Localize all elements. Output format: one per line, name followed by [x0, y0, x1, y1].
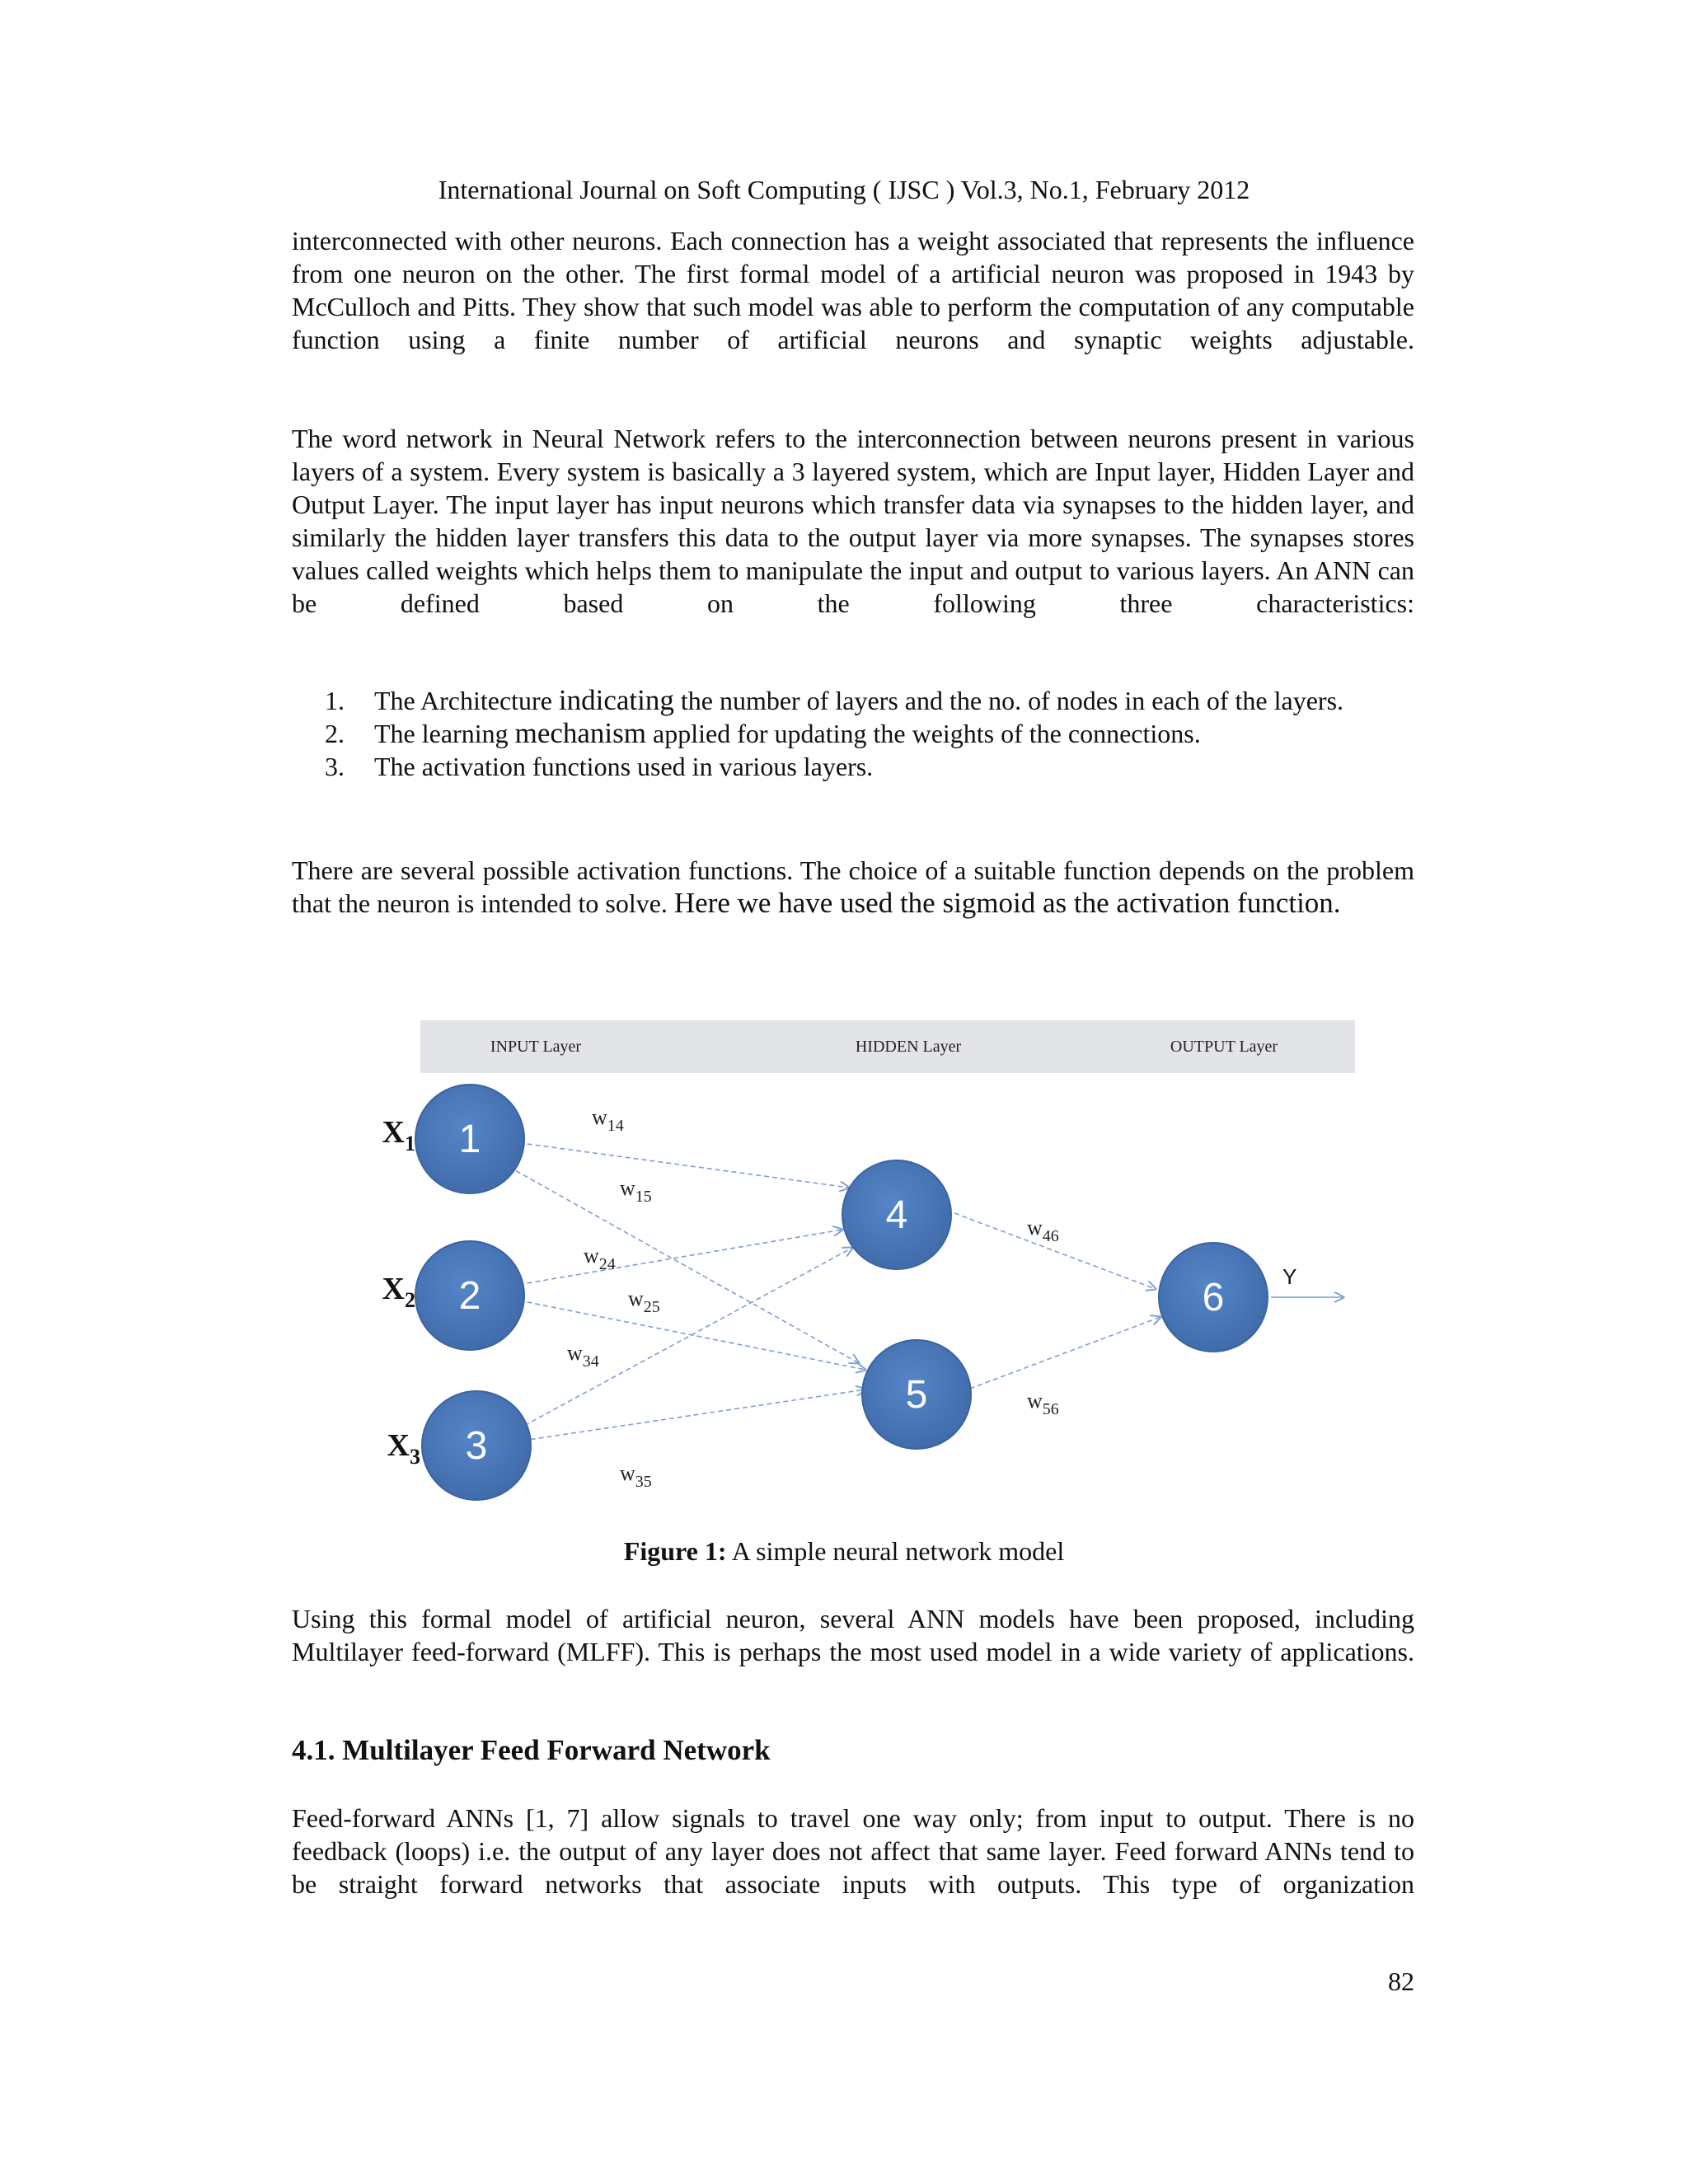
input-layer-label: INPUT Layer: [490, 1038, 582, 1056]
list-item-text: The activation functions used in various layers.: [374, 752, 874, 781]
weight-label-w14: $w_{14}$: [592, 1105, 624, 1135]
paragraph-activation: There are several possible activation functions. The choice of a suitable function depends on the problem that the neuron is intended to solve. Here we have used the sigmoid as the activation function.: [292, 855, 1414, 919]
paragraph-network-layers: The word network in Neural Network refers to the interconnection between neurons present in various layers of a system. Every system is basically a 3 layered system, which are Input layer, Hidden Layer and Output Layer. The input layer has input neurons which transfer data via synapses to the hidden layer, and similarly the hidden layer transfers this data to the output layer via more synapses. The synapses stores values called weights which helps them to manipulate the input and output to various layers. An ANN can be defined based on the following three characteristics:: [292, 424, 1414, 618]
svg-text:6: 6: [1202, 1276, 1225, 1319]
hidden-layer-label: HIDDEN Layer: [855, 1038, 962, 1056]
neural-network-diagram: [382, 1019, 1360, 1497]
paragraph-ann-models: Using this formal model of artificial neuron, several ANN models have been proposed, including Multilayer feed-forward (MLFF). This is perhaps the most used model in a wide variety of applications.: [292, 1604, 1414, 1666]
connection-4-6: [954, 1213, 1156, 1289]
list-item-number: 1.: [325, 686, 345, 715]
neuron-3: [422, 1391, 531, 1500]
connection-2-5: [503, 1297, 865, 1370]
input-label-x3: $X_3$: [387, 1428, 420, 1469]
paragraph-feed-forward: Feed-forward ANNs [1, 7] allow signals to travel one way only; from input to output. There is no feedback (loops) i.e. the output of any layer does not affect that same layer. Feed forward ANNs tend to be straight forward networks that associate inputs with outputs. This type of organization: [292, 1803, 1414, 1899]
paragraph-neuron-model: interconnected with other neurons. Each connection has a weight associated that represents the influence from one neuron on the other. The first formal model of a artificial neuron was proposed in 1943 by McCulloch and Pitts. They show that such model was able to perform the computation of any computable function using a finite number of artificial neurons and synaptic weights adjustable.: [292, 226, 1414, 354]
neuron-2: [415, 1241, 524, 1350]
output-label-y: Y: [1282, 1264, 1297, 1289]
svg-text:2: 2: [458, 1274, 481, 1318]
list-item-number: 3.: [325, 752, 345, 781]
list-item: [292, 717, 1414, 750]
weight-label-w25: $w_{25}$: [628, 1286, 660, 1316]
svg-text:3: 3: [465, 1424, 488, 1468]
neural-network-figure: [382, 1019, 1360, 1497]
connection-1-4: [503, 1141, 849, 1188]
input-label-x2: $X_2$: [382, 1272, 415, 1312]
weight-label-w24: $w_{24}$: [584, 1244, 616, 1273]
output-layer-label: OUTPUT Layer: [1170, 1038, 1278, 1056]
connection-3-4: [503, 1248, 852, 1437]
figure-caption: [0, 1535, 1688, 1568]
list-item-text: The Architecture indicating the number of layers and the no. of nodes in each of the layers.: [374, 684, 1344, 716]
running-header: International Journal on Soft Computing ( IJSC ) Vol.3, No.1, February 2012: [438, 175, 1250, 204]
list-item-text: The learning mechanism applied for updating the weights of the connections.: [374, 717, 1201, 749]
neuron-1: [415, 1085, 524, 1193]
figure-caption-text: A simple neural network model: [726, 1536, 1065, 1566]
page-number: 82: [1388, 1966, 1414, 1996]
connection-5-6: [954, 1317, 1160, 1394]
weight-label-w35: $w_{35}$: [620, 1461, 652, 1491]
neuron-6: [1159, 1243, 1268, 1352]
weight-label-w46: $w_{46}$: [1027, 1216, 1059, 1245]
weight-label-w34: $w_{34}$: [567, 1341, 599, 1371]
input-label-x1: $X_1$: [382, 1115, 415, 1155]
section-heading: 4.1. Multilayer Feed Forward Network: [292, 1734, 771, 1766]
figure-caption-label: Figure 1:: [623, 1536, 727, 1566]
neuron-5: [862, 1340, 971, 1449]
list-item: [292, 684, 1414, 717]
neuron-4: [842, 1160, 951, 1269]
connection-3-5: [506, 1390, 865, 1443]
characteristics-list: [292, 684, 1414, 783]
connection-2-4: [503, 1230, 842, 1287]
list-item: [292, 750, 1414, 783]
weight-label-w15: $w_{15}$: [620, 1176, 652, 1206]
list-item-number: 2.: [325, 719, 345, 748]
svg-text:5: 5: [905, 1373, 928, 1417]
svg-text:1: 1: [458, 1118, 481, 1161]
svg-text:4: 4: [885, 1193, 908, 1237]
weight-label-w56: $w_{56}$: [1027, 1389, 1059, 1418]
